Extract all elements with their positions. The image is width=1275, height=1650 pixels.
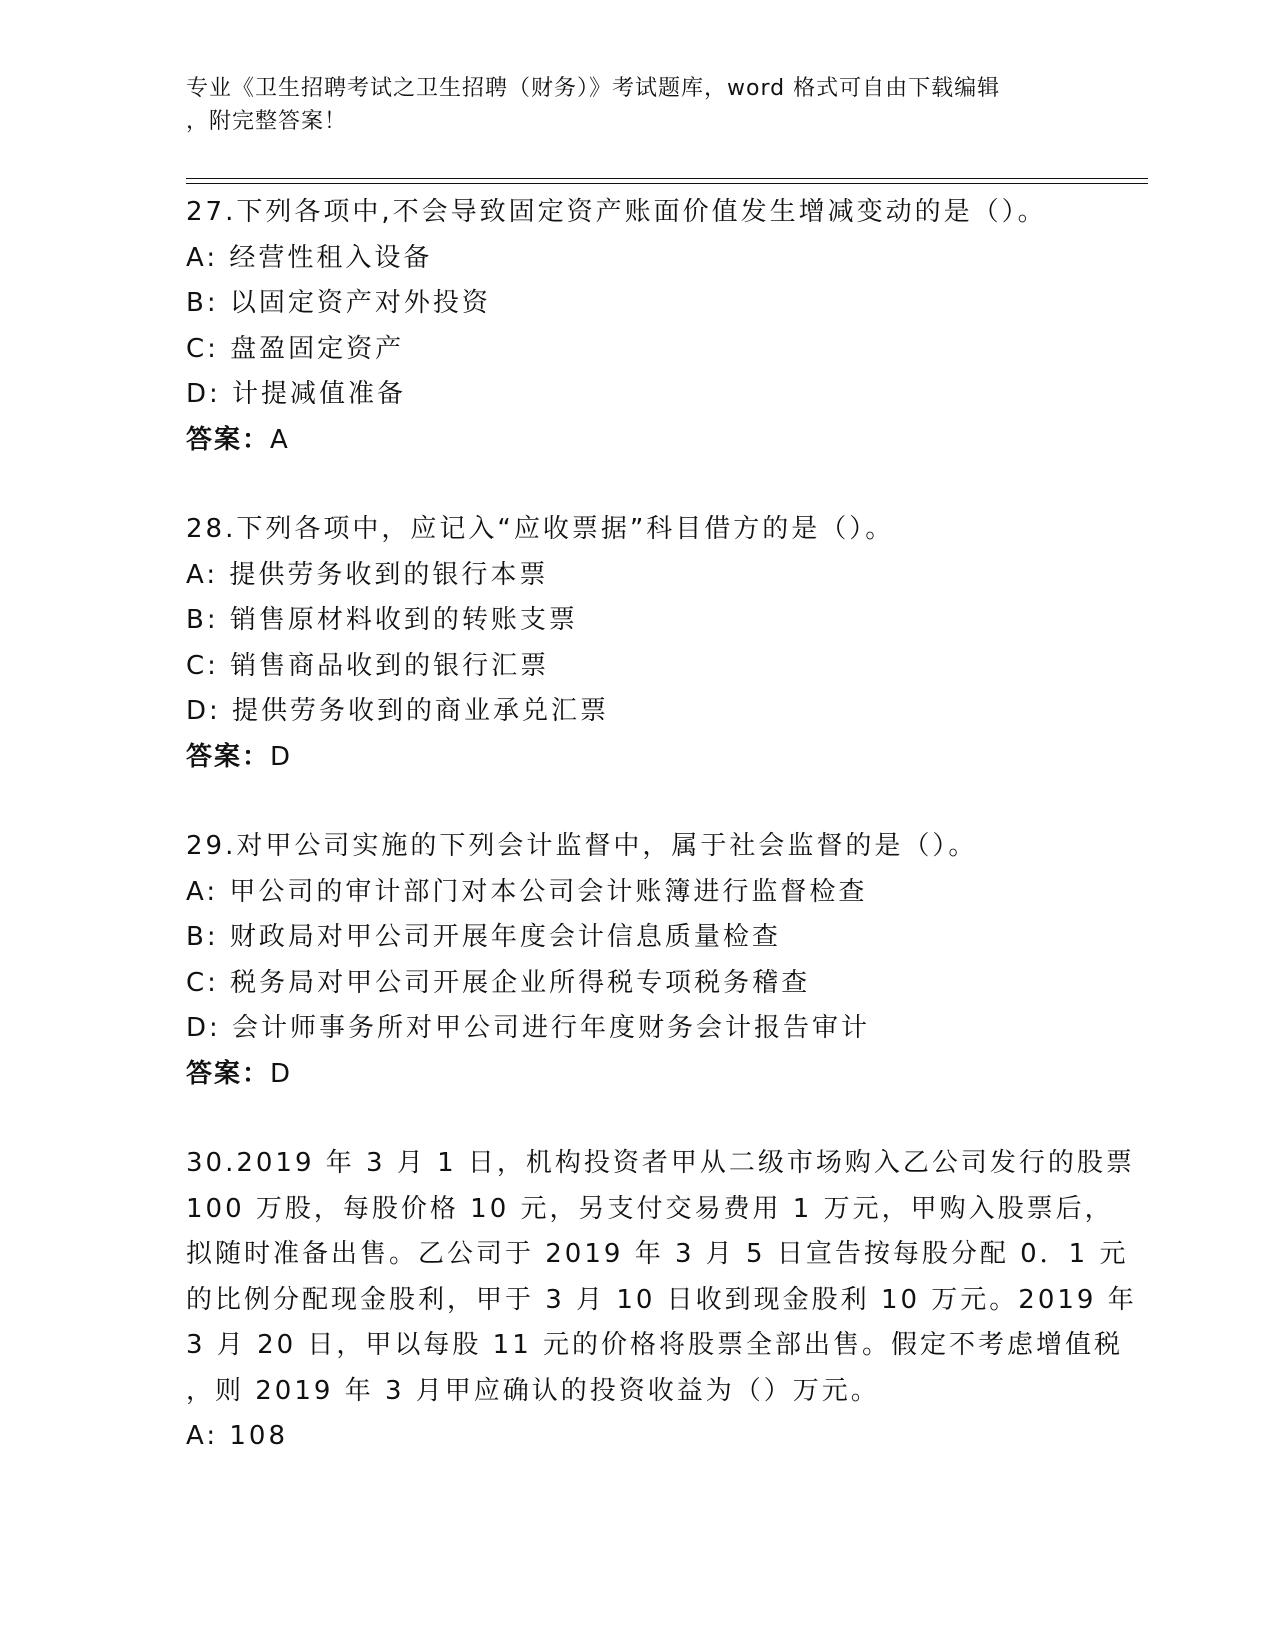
question-27 [186, 190, 1086, 463]
option-a: A: 提供劳务收到的银行本票 [186, 559, 549, 590]
question-stem: 29.对甲公司实施的下列会计监督中，属于社会监督的是（）。 [186, 831, 978, 861]
question-stem: 27.下列各项中,不会导致固定资产账面价值发生增减变动的是（）。 [186, 197, 1047, 227]
answer-label: 答案： [186, 1058, 271, 1089]
question-stem-line: 拟随时准备出售。乙公司于 2019 年 3 月 5 日宣告按每股分配 0．1 元 [186, 1239, 1129, 1269]
question-stem-line: ，则 2019 年 3 月甲应确认的投资收益为（）万元。 [186, 1375, 880, 1406]
option-c: C: 盘盈固定资产 [186, 333, 405, 364]
option-b: B: 以固定资产对外投资 [186, 288, 491, 318]
option-c: C: 销售商品收到的银行汇票 [186, 650, 550, 681]
question-stem-line: 30.2019 年 3 月 1 日，机构投资者甲从二级市场购入乙公司发行的股票 [186, 1148, 1135, 1178]
option-b: B: 财政局对甲公司开展年度会计信息质量检查 [186, 922, 781, 952]
option-d: D: 会计师事务所对甲公司进行年度财务会计报告审计 [186, 1013, 871, 1043]
option-b: B: 销售原材料收到的转账支票 [186, 605, 578, 635]
question-stem-line: 的比例分配现金股利，甲于 3 月 10 日收到现金股利 10 万元。2019 年 [186, 1284, 1137, 1315]
question-stem: 28.下列各项中，应记入“应收票据”科目借方的是（）。 [186, 514, 895, 544]
question-30 [186, 1141, 1137, 1460]
option-a: A: 108 [186, 1421, 288, 1451]
answer-line [186, 418, 1086, 464]
question-list [186, 190, 1137, 1504]
question-stem-line: 3 月 20 日，甲以每股 11 元的价格将股票全部出售。假定不考虑增值税 [186, 1330, 1124, 1360]
option-d: D: 提供劳务收到的商业承兑汇票 [186, 696, 610, 726]
header-divider [186, 183, 1148, 184]
answer-line [186, 735, 1086, 781]
answer-line [186, 1052, 1086, 1098]
question-stem-line: 100 万股，每股价格 10 元，另支付交易费用 1 万元，甲购入股票后， [186, 1193, 1114, 1224]
answer-label: 答案： [186, 424, 271, 455]
option-a: A: 甲公司的审计部门对本公司会计账簿进行监督检查 [186, 876, 868, 907]
answer-label: 答案： [186, 741, 271, 772]
answer-value: D [270, 741, 293, 772]
option-c: C: 税务局对甲公司开展企业所得税专项税务稽查 [186, 967, 811, 998]
answer-value: A [270, 424, 290, 455]
header-line: 专业《卫生招聘考试之卫生招聘（财务）》考试题库，word 格式可自由下载编辑 [186, 76, 1001, 101]
header-note [186, 72, 1086, 138]
header-line: ，附完整答案！ [186, 109, 348, 134]
answer-value: D [270, 1058, 293, 1089]
option-d: D: 计提减值准备 [186, 379, 407, 409]
question-29 [186, 824, 1086, 1097]
option-a: A: 经营性租入设备 [186, 242, 433, 273]
question-28 [186, 507, 1086, 780]
header-divider [186, 178, 1148, 179]
